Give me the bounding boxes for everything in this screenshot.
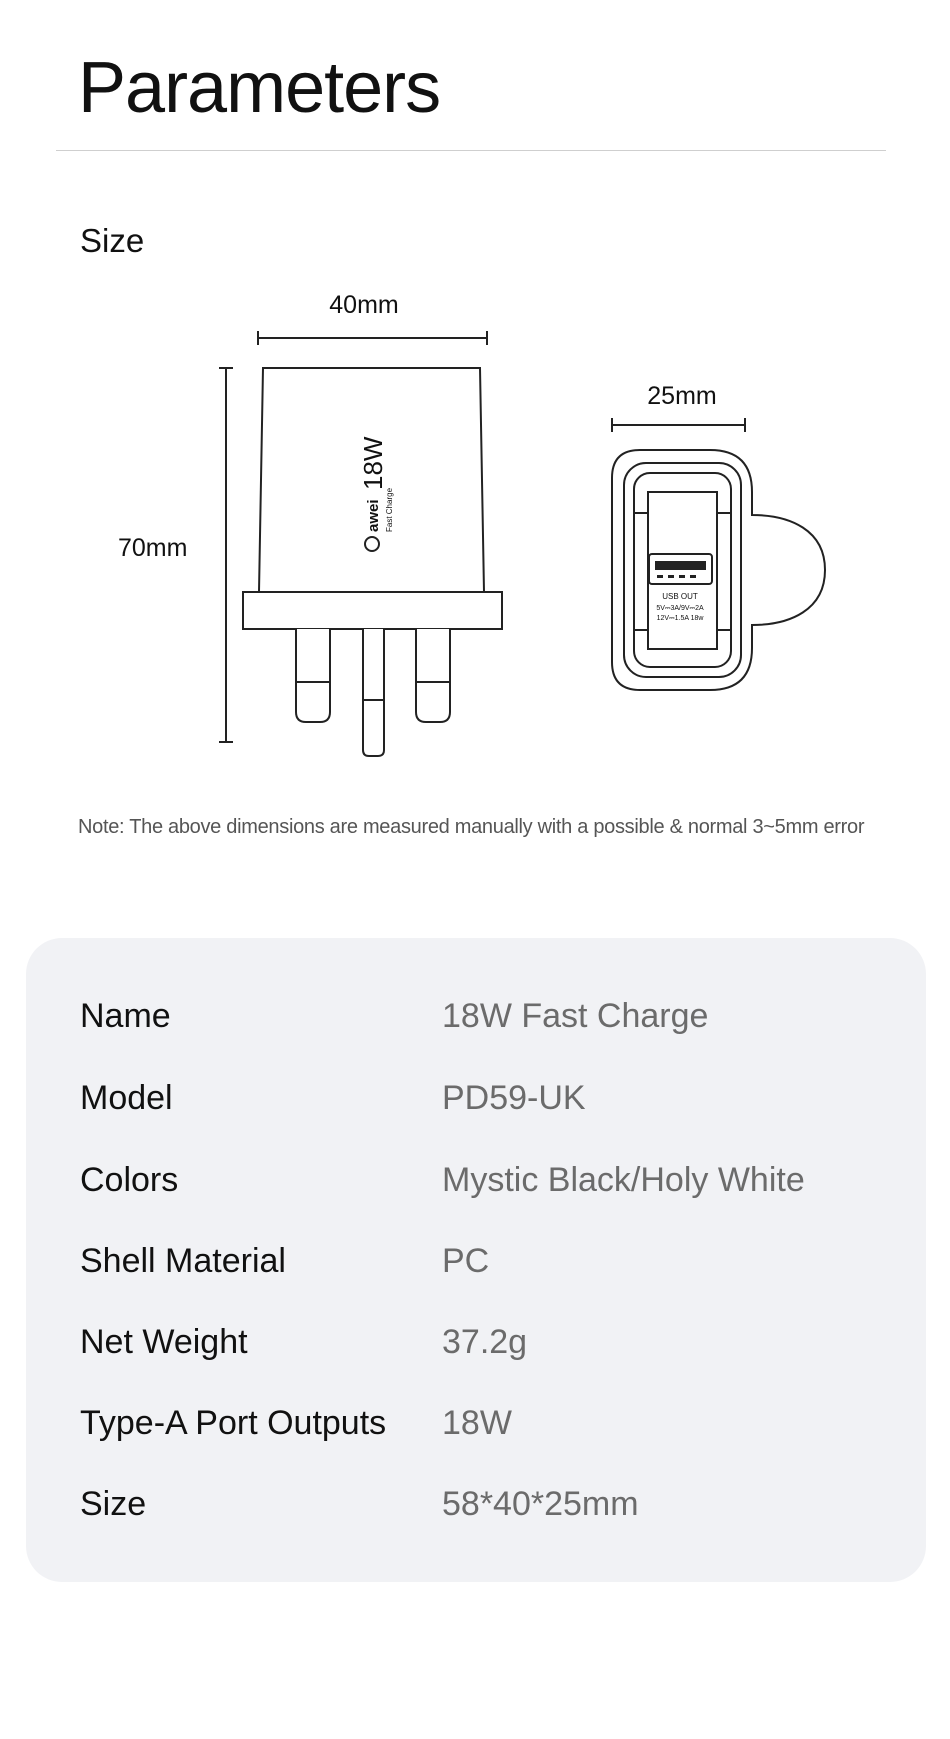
port-spec-line2: 12V⎓1.5A 18w (656, 615, 704, 622)
spec-label: Model (80, 1079, 173, 1117)
spec-label: Name (80, 997, 171, 1035)
port-label: USB OUT (662, 592, 698, 601)
charger-dimension-diagram (0, 280, 950, 780)
width-label: 40mm (329, 291, 399, 319)
spec-row-net-weight (26, 1312, 926, 1372)
spec-label: Type-A Port Outputs (80, 1404, 387, 1442)
measurement-note: Note: The above dimensions are measured manually with a possible & normal 3~5mm error (78, 816, 865, 838)
spec-row-port-outputs (26, 1393, 926, 1453)
charger-front-view (243, 368, 502, 756)
spec-row-name (26, 986, 926, 1046)
spec-label: Net Weight (80, 1323, 248, 1361)
height-dimension-line (219, 368, 233, 742)
depth-label: 25mm (647, 382, 717, 410)
spec-value: 18W Fast Charge (442, 997, 709, 1035)
spec-value: PD59-UK (442, 1079, 586, 1117)
width-dimension-line (258, 331, 487, 345)
size-heading: Size (80, 222, 145, 259)
spec-value: PC (442, 1242, 490, 1280)
wattage-text: 18W (358, 436, 388, 490)
spec-row-model (26, 1068, 926, 1128)
spec-value: 37.2g (442, 1323, 528, 1361)
spec-value: 58*40*25mm (442, 1485, 639, 1523)
spec-value: Mystic Black/Holy White (442, 1161, 805, 1199)
spec-table (26, 938, 926, 1582)
port-spec-line1: 5V⎓3A/9V⎓2A (656, 605, 704, 612)
spec-row-shell-material (26, 1231, 926, 1291)
spec-label: Size (80, 1485, 147, 1523)
spec-label: Colors (80, 1161, 179, 1199)
depth-dimension-line (612, 418, 745, 432)
spec-value: 18W (442, 1404, 512, 1442)
title-divider (56, 150, 886, 151)
height-label: 70mm (118, 534, 188, 562)
charger-end-view (612, 450, 825, 690)
brand-text: awei (365, 499, 382, 532)
spec-row-colors (26, 1150, 926, 1210)
spec-label: Shell Material (80, 1242, 286, 1280)
fast-charge-text: Fast Charge (385, 487, 394, 532)
page-title: Parameters (78, 48, 441, 128)
spec-row-size (26, 1474, 926, 1534)
